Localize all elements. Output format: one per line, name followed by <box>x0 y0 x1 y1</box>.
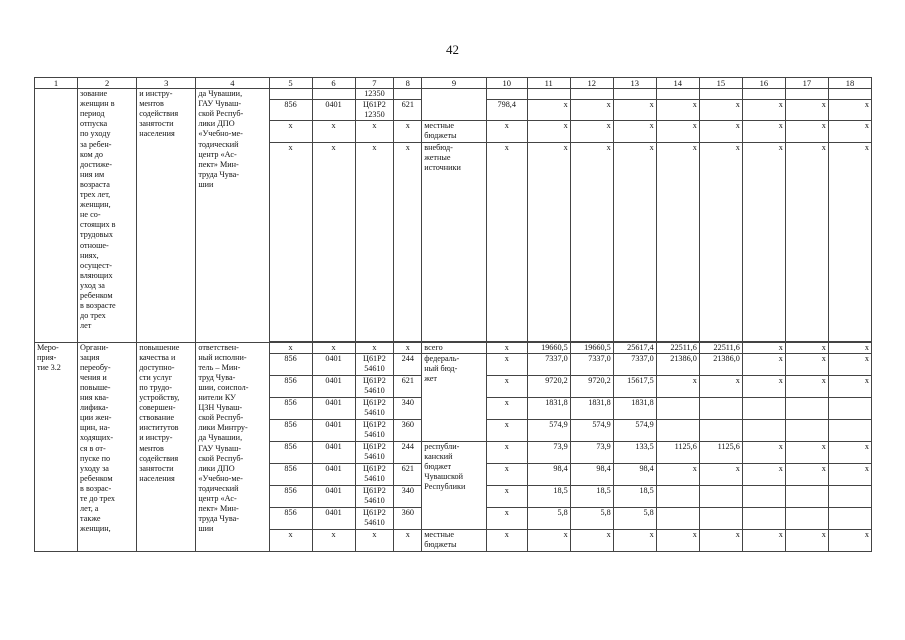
budget-code-part: Ц61Р2 <box>363 375 386 385</box>
table-cell: 798,4 <box>486 100 527 121</box>
table-cell: 7337,0 <box>570 353 613 375</box>
table-cell <box>656 419 699 441</box>
table-cell: х <box>785 375 828 397</box>
measure-cell <box>35 89 78 342</box>
measure-name-cell: зование женщин в период отпуска по уходу за ребен- ком до достиже- ния им возраста трех лет, женщин, не со- стоящих в трудовых отноше- ниях, осущест- вляющих уход за ребенком в возрасте до трех лет <box>78 89 137 342</box>
table-cell: х <box>742 441 785 463</box>
table-cell: 856 <box>269 485 312 507</box>
funding-source-cell: федераль- ный бюд- жет <box>422 353 487 441</box>
table-cell: х <box>486 507 527 529</box>
budget-code-part: 54610 <box>364 429 385 439</box>
table-cell <box>828 89 871 100</box>
funding-source-cell: внебюд- жетные источники <box>422 142 487 341</box>
column-number-5: 5 <box>269 78 312 89</box>
table-cell <box>742 419 785 441</box>
table-cell: х <box>828 353 871 375</box>
budget-code-cell <box>355 397 394 419</box>
table-cell <box>422 89 487 121</box>
table-cell: х <box>355 342 394 353</box>
executor-cell: ответствен- ный исполни- тель – Мин- труд Чува- шии, соиспол- нители КУ ЦЗН Чуваш- ской Респуб- лики Минтру- да Чувашии, ГАУ Чуваш- ской Респуб- лики ДПО «Учебно-ме- тодический центр «Ас- пект» Мин- труда Чува- шии <box>196 342 269 551</box>
table-cell: х <box>613 529 656 551</box>
table-cell: 0401 <box>312 100 355 121</box>
column-number-16: 16 <box>742 78 785 89</box>
table-cell: 574,9 <box>570 419 613 441</box>
table-cell: х <box>742 529 785 551</box>
table-cell: х <box>742 375 785 397</box>
table-cell: х <box>312 121 355 142</box>
table-cell: 25617,4 <box>613 342 656 353</box>
table-cell: 7337,0 <box>613 353 656 375</box>
table-cell: х <box>486 375 527 397</box>
table-cell: 1125,6 <box>656 441 699 463</box>
table-cell <box>742 485 785 507</box>
table-cell: х <box>828 441 871 463</box>
measure-name-cell: Органи- зация переобу- чения и повыше- ния ква- лифика- ции жен- щин, на- ходящих- ся в от- пуске по уходу за ребенком в возрас- те до трех лет, а также женщин, <box>78 342 137 551</box>
table-cell: х <box>486 342 527 353</box>
table-cell: 19660,5 <box>527 342 570 353</box>
table-cell: 18,5 <box>527 485 570 507</box>
budget-code-cell <box>355 419 394 441</box>
table-cell: х <box>742 142 785 341</box>
table-cell: 5,8 <box>613 507 656 529</box>
table-cell: х <box>828 529 871 551</box>
table-cell <box>742 507 785 529</box>
budget-code-part: Ц61Р2 <box>363 100 386 110</box>
table-cell: 5,8 <box>570 507 613 529</box>
table-cell: х <box>394 142 422 341</box>
table-cell: х <box>570 142 613 341</box>
table-cell: 856 <box>269 353 312 375</box>
table-cell: х <box>486 353 527 375</box>
table-cell: х <box>785 100 828 121</box>
table-cell: 18,5 <box>613 485 656 507</box>
table-cell: х <box>394 529 422 551</box>
table-cell: х <box>312 529 355 551</box>
table-cell: 1831,8 <box>613 397 656 419</box>
table-cell <box>828 397 871 419</box>
goal-cell: повышение качества и доступно- сти услуг по трудо- устройству, совершен- ствование институтов и инстру- ментов содействия занятости населения <box>137 342 196 551</box>
table-cell: х <box>656 142 699 341</box>
table-cell <box>570 89 613 100</box>
table-cell <box>699 89 742 100</box>
table-cell: х <box>613 121 656 142</box>
table-cell: х <box>269 142 312 341</box>
budget-code-part: 54610 <box>364 495 385 505</box>
table-cell <box>699 485 742 507</box>
table-cell: х <box>742 463 785 485</box>
table-cell: х <box>527 142 570 341</box>
budget-code-part: Ц61Р2 <box>363 441 386 451</box>
table-cell: 0401 <box>312 397 355 419</box>
table-cell: х <box>828 121 871 142</box>
table-cell: 18,5 <box>570 485 613 507</box>
table-cell: 244 <box>394 441 422 463</box>
table-cell: х <box>355 529 394 551</box>
column-number-10: 10 <box>486 78 527 89</box>
table-cell <box>656 507 699 529</box>
table-cell <box>312 89 355 100</box>
table-cell: 98,4 <box>613 463 656 485</box>
table-cell: х <box>785 342 828 353</box>
table-cell: 0401 <box>312 375 355 397</box>
column-number-7: 7 <box>355 78 394 89</box>
table-cell: 621 <box>394 100 422 121</box>
table-cell: х <box>527 529 570 551</box>
budget-code-part: Ц61Р2 <box>363 507 386 517</box>
table-cell: 244 <box>394 353 422 375</box>
table-cell: 22511,6 <box>699 342 742 353</box>
table-cell: 340 <box>394 485 422 507</box>
table-cell <box>785 89 828 100</box>
table-cell <box>785 485 828 507</box>
budget-code-part: 12350 <box>364 110 385 120</box>
table-cell: 0401 <box>312 463 355 485</box>
table-cell: 21386,0 <box>656 353 699 375</box>
table-cell: 340 <box>394 397 422 419</box>
table-cell: х <box>527 100 570 121</box>
table-cell <box>656 89 699 100</box>
table-cell: 360 <box>394 507 422 529</box>
table-cell <box>828 507 871 529</box>
table-cell: 7337,0 <box>527 353 570 375</box>
table-cell: х <box>486 463 527 485</box>
table-cell <box>394 89 422 100</box>
budget-code-part: 54610 <box>364 385 385 395</box>
table-cell: 574,9 <box>527 419 570 441</box>
program-funding-table <box>34 77 872 552</box>
table-cell <box>742 89 785 100</box>
table-cell: х <box>828 342 871 353</box>
budget-code-part: 54610 <box>364 451 385 461</box>
table-cell: х <box>699 375 742 397</box>
table-cell: 98,4 <box>570 463 613 485</box>
table-cell: 856 <box>269 419 312 441</box>
table-cell: х <box>355 142 394 341</box>
table-cell <box>785 397 828 419</box>
table-cell: 360 <box>394 419 422 441</box>
budget-code-part: Ц61Р2 <box>363 353 386 363</box>
budget-code-part: 54610 <box>364 517 385 527</box>
budget-code-part: Ц61Р2 <box>363 485 386 495</box>
table-cell: х <box>785 142 828 341</box>
column-number-12: 12 <box>570 78 613 89</box>
table-cell: х <box>699 142 742 341</box>
table-cell: х <box>742 100 785 121</box>
table-cell <box>699 397 742 419</box>
table-cell: 856 <box>269 463 312 485</box>
budget-code-part: 54610 <box>364 473 385 483</box>
table-cell: х <box>656 463 699 485</box>
table-cell: х <box>394 342 422 353</box>
budget-code-part: 54610 <box>364 407 385 417</box>
table-cell: 5,8 <box>527 507 570 529</box>
budget-code-part: Ц61Р2 <box>363 419 386 429</box>
table-cell: х <box>828 142 871 341</box>
table-cell: х <box>785 463 828 485</box>
column-number-8: 8 <box>394 78 422 89</box>
table-cell: х <box>656 100 699 121</box>
table-cell: х <box>269 529 312 551</box>
table-cell: х <box>699 529 742 551</box>
table-cell: х <box>312 342 355 353</box>
table-cell: х <box>656 375 699 397</box>
table-cell: х <box>828 375 871 397</box>
table-cell: х <box>656 529 699 551</box>
table-cell: х <box>828 100 871 121</box>
table-cell: 133,5 <box>613 441 656 463</box>
column-number-2: 2 <box>78 78 137 89</box>
table-cell: 1831,8 <box>527 397 570 419</box>
table-cell: х <box>742 353 785 375</box>
column-number-17: 17 <box>785 78 828 89</box>
table-cell: 0401 <box>312 485 355 507</box>
table-cell: х <box>570 100 613 121</box>
table-row <box>35 342 872 353</box>
column-number-11: 11 <box>527 78 570 89</box>
table-cell: х <box>785 121 828 142</box>
budget-code-cell <box>355 100 394 121</box>
table-cell: х <box>486 397 527 419</box>
table-cell: 856 <box>269 397 312 419</box>
table-cell: 1831,8 <box>570 397 613 419</box>
table-cell: 856 <box>269 100 312 121</box>
table-cell: х <box>527 121 570 142</box>
column-number-row <box>35 78 872 89</box>
table-cell: 856 <box>269 441 312 463</box>
column-number-6: 6 <box>312 78 355 89</box>
table-cell: х <box>785 441 828 463</box>
table-cell: х <box>570 121 613 142</box>
funding-source-cell: местные бюджеты <box>422 529 487 551</box>
column-number-15: 15 <box>699 78 742 89</box>
table-cell: х <box>269 121 312 142</box>
column-number-18: 18 <box>828 78 871 89</box>
table-cell: х <box>486 142 527 341</box>
table-cell <box>699 507 742 529</box>
table-cell: 98,4 <box>527 463 570 485</box>
goal-cell: и инстру- ментов содействия занятости населения <box>137 89 196 342</box>
column-number-3: 3 <box>137 78 196 89</box>
table-cell: х <box>486 419 527 441</box>
table-cell <box>785 419 828 441</box>
funding-source-cell: республи- канский бюджет Чувашской Республики <box>422 441 487 529</box>
budget-code-part: Ц61Р2 <box>363 463 386 473</box>
table-cell <box>699 419 742 441</box>
table-cell: х <box>312 142 355 341</box>
table-cell: 73,9 <box>527 441 570 463</box>
table-cell: 0401 <box>312 419 355 441</box>
table-cell <box>656 397 699 419</box>
table-cell <box>785 507 828 529</box>
table-cell: 856 <box>269 507 312 529</box>
budget-code-cell <box>355 441 394 463</box>
table-cell: 0401 <box>312 507 355 529</box>
table-cell: 15617,5 <box>613 375 656 397</box>
table-cell: 621 <box>394 463 422 485</box>
column-number-1: 1 <box>35 78 78 89</box>
table-cell: 0401 <box>312 353 355 375</box>
table-cell: х <box>742 342 785 353</box>
table-cell: х <box>742 121 785 142</box>
table-cell <box>828 419 871 441</box>
budget-code-cell: 12350 <box>355 89 394 100</box>
table-cell: х <box>699 463 742 485</box>
table-cell: 856 <box>269 375 312 397</box>
column-number-9: 9 <box>422 78 487 89</box>
table-cell: 73,9 <box>570 441 613 463</box>
table-cell: х <box>785 353 828 375</box>
table-cell <box>828 485 871 507</box>
table-cell: х <box>699 100 742 121</box>
table-cell: 9720,2 <box>527 375 570 397</box>
column-number-13: 13 <box>613 78 656 89</box>
table-cell: 574,9 <box>613 419 656 441</box>
table-cell: х <box>699 121 742 142</box>
measure-number-cell: Меро- прия- тие 3.2 <box>35 342 78 551</box>
table-cell: х <box>486 121 527 142</box>
funding-source-cell: всего <box>422 342 487 353</box>
table-cell: х <box>613 100 656 121</box>
executor-cell: да Чувашии, ГАУ Чуваш- ской Респуб- лики ДПО «Учебно-ме- тодический центр «Ас- пект» Мин- труда Чува- шии <box>196 89 269 342</box>
table-cell: 1125,6 <box>699 441 742 463</box>
column-number-14: 14 <box>656 78 699 89</box>
table-cell: х <box>656 121 699 142</box>
budget-code-part: Ц61Р2 <box>363 397 386 407</box>
page-number: 42 <box>446 42 459 57</box>
table-cell: х <box>486 441 527 463</box>
column-number-4: 4 <box>196 78 269 89</box>
table-cell: 19660,5 <box>570 342 613 353</box>
table-cell: 22511,6 <box>656 342 699 353</box>
table-cell <box>656 485 699 507</box>
budget-code-cell <box>355 353 394 375</box>
table-cell: 0401 <box>312 441 355 463</box>
table-cell <box>613 89 656 100</box>
budget-code-cell <box>355 485 394 507</box>
table-cell: 621 <box>394 375 422 397</box>
table-cell <box>269 89 312 100</box>
table-cell: 9720,2 <box>570 375 613 397</box>
table-cell: х <box>486 485 527 507</box>
budget-code-part: 54610 <box>364 363 385 373</box>
budget-code-cell <box>355 375 394 397</box>
funding-source-cell: местные бюджеты <box>422 121 487 142</box>
budget-code-cell <box>355 463 394 485</box>
table-cell: х <box>486 529 527 551</box>
table-cell: х <box>785 529 828 551</box>
table-cell: х <box>570 529 613 551</box>
table-cell: 21386,0 <box>699 353 742 375</box>
table-cell: х <box>828 463 871 485</box>
table-row <box>35 89 872 100</box>
table-cell: х <box>613 142 656 341</box>
table-cell: х <box>355 121 394 142</box>
table-cell: х <box>269 342 312 353</box>
budget-code-cell <box>355 507 394 529</box>
table-cell <box>742 397 785 419</box>
table-cell: х <box>394 121 422 142</box>
table-cell <box>486 89 527 100</box>
table-cell <box>527 89 570 100</box>
